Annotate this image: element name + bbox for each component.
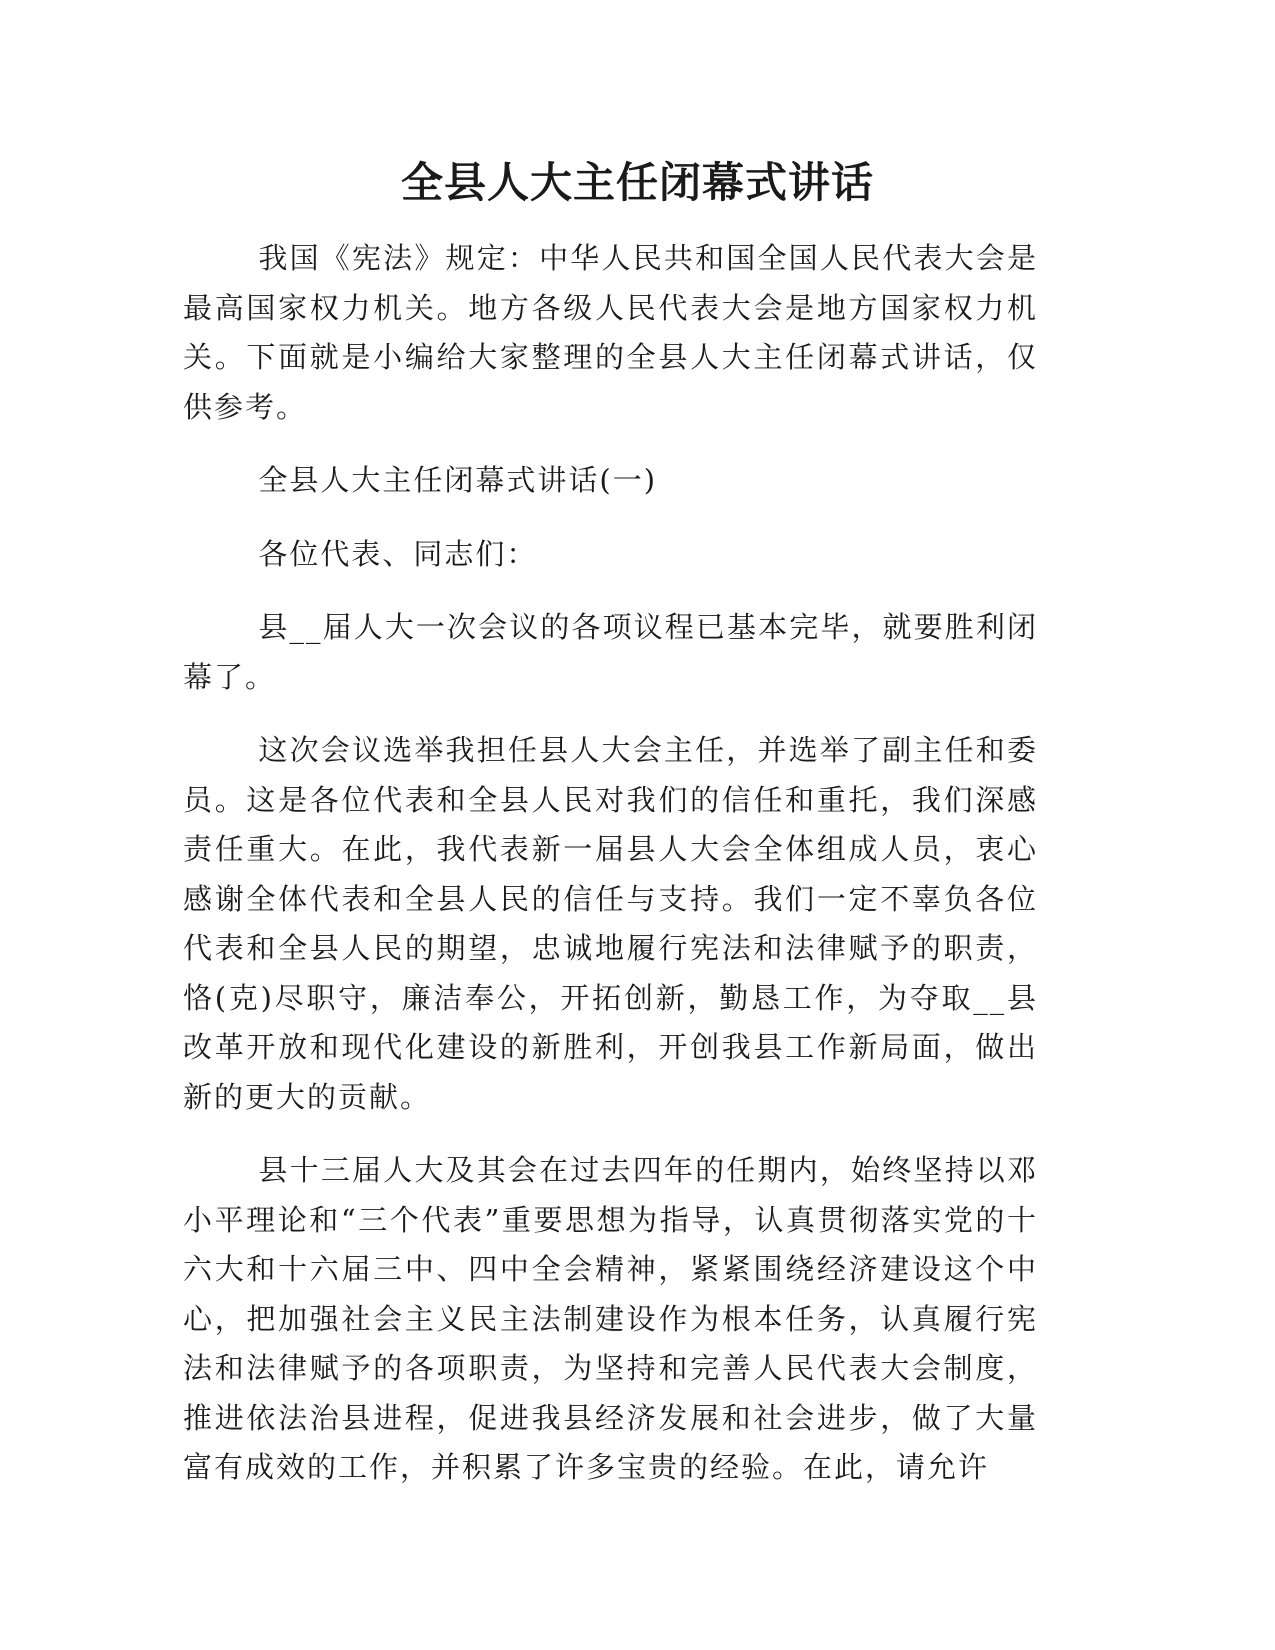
paragraph-salutation: 各位代表、同志们：	[258, 536, 538, 571]
paragraph-opening: 县__届人大一次会议的各项议程已基本完毕，就要胜利闭幕了。	[183, 610, 1038, 694]
paragraph-intro: 我国《宪法》规定：中华人民共和国全国人民代表大会是最高国家权力机关。地方各级人民代表大会是地方国家权力机关。下面就是小编给大家整理的全县人大主任闭幕式讲话，仅供参考。	[183, 241, 1038, 424]
document-title: 全县人大主任闭幕式讲话	[400, 158, 874, 207]
paragraph-review: 县十三届人大及其会在过去四年的任期内，始终坚持以邓小平理论和“三个代表”重要思想为指导，认真贯彻落实党的十六大和十六届三中、四中全会精神，紧紧围绕经济建设这个中心，把加强社会主义民主法制建设作为根本任务，认真履行宪法和法律赋予的各项职责，为坚持和完善人民代表大会制度，推进依法治县进程，促进我县经济发展和社会进步，做了大量富有成效的工作，并积累了许多宝贵的经验。在此，请允许	[183, 1153, 1038, 1484]
paragraph-section-heading: 全县人大主任闭幕式讲话(一)	[258, 463, 658, 497]
document-body	[183, 234, 1038, 1517]
paragraph-election: 这次会议选举我担任县人大会主任，并选举了副主任和委员。这是各位代表和全县人民对我们的信任和重托，我们深感责任重大。在此，我代表新一届县人大会全体组成人员，衷心感谢全体代表和全县人民的信任与支持。我们一定不辜负各位代表和全县人民的期望，忠诚地履行宪法和法律赋予的职责，恪(克)尽职守，廉洁奉公，开拓创新，勤恳工作，为夺取__县改革开放和现代化建设的新胜利，开创我县工作新局面，做出新的更大的贡献。	[183, 733, 1038, 1114]
